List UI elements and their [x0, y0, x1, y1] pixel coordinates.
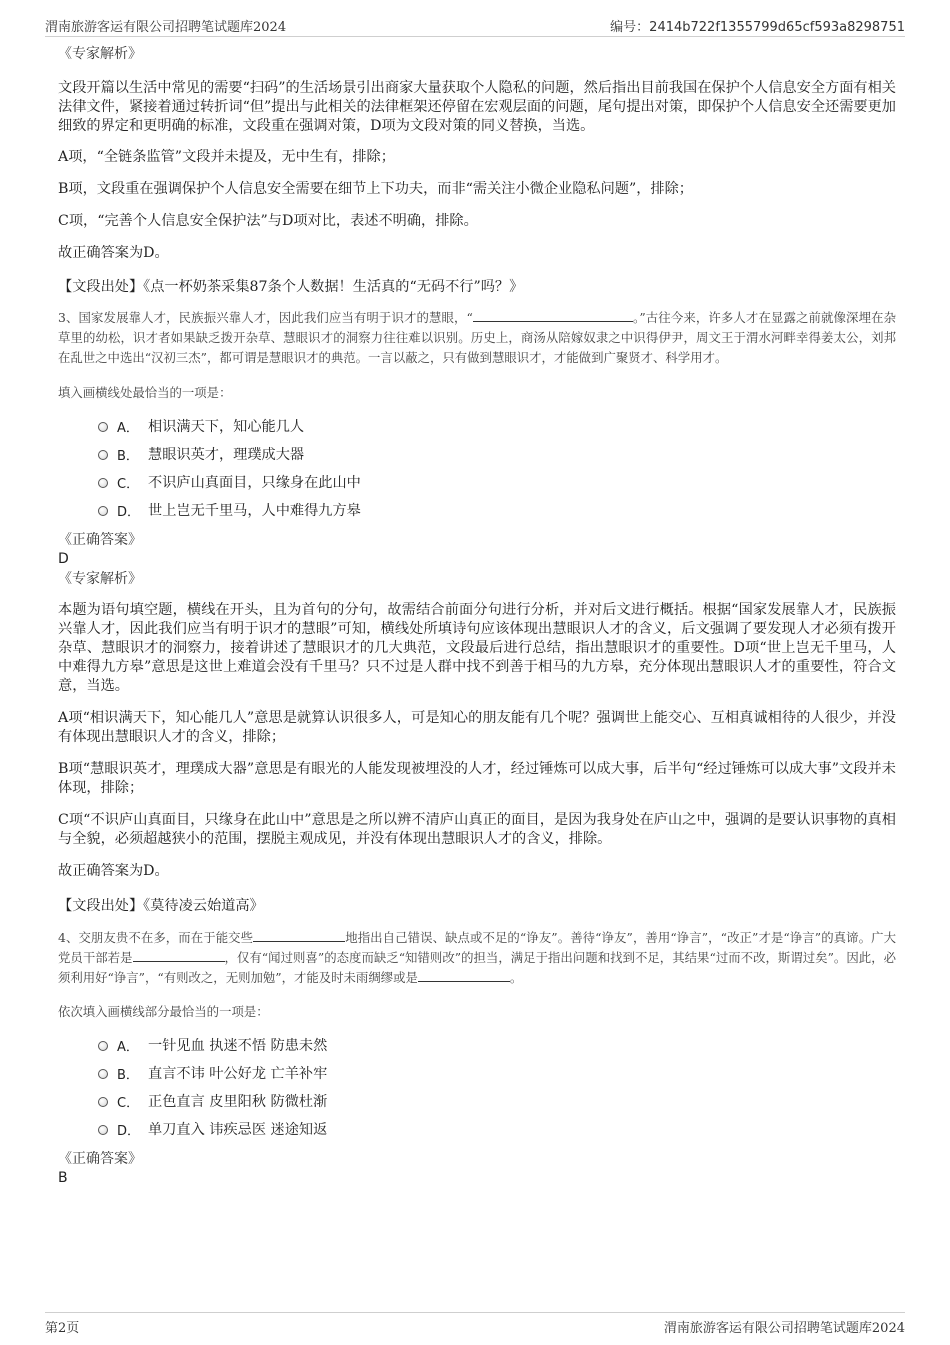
option-text: 不识庐山真面目，只缘身在此山中 [148, 475, 361, 491]
q3-answer: D [58, 551, 69, 567]
q4-stem-part-4: 。 [509, 970, 523, 985]
option-text: 正色直言 皮里阳秋 防微杜渐 [148, 1094, 328, 1110]
page-content [58, 44, 896, 1187]
q4-answer: B [58, 1170, 68, 1186]
q4-option-d[interactable] [58, 1117, 896, 1145]
q4-option-c[interactable] [58, 1089, 896, 1117]
q3-option-c[interactable] [58, 470, 896, 498]
radio-button-icon[interactable] [98, 422, 108, 432]
q4-option-a[interactable] [58, 1033, 896, 1061]
q2-option-c-analysis: C项，“完善个人信息安全保护法”与D项对比，表述不明确，排除。 [58, 213, 478, 229]
q2-analysis: 文段开篇以生活中常见的需要“扫码”的生活场景引出商家大量获取个人隐私的问题，然后指出目前我国在保护个人信息安全方面有相关法律文件，紧接着通过转折词“但”提出与此相关的法律框架还停留在宏观层面的问题，尾句提出对策，即保护个人信息安全还需要更加细致的界定和更明确的标准，文段重在强调对策，D项为文段对策的同义替换，当选。 [58, 80, 896, 134]
radio-button-icon[interactable] [98, 478, 108, 488]
radio-button-icon[interactable] [98, 1069, 108, 1079]
radio-button-icon[interactable] [98, 506, 108, 516]
option-letter: D． [117, 1124, 141, 1139]
q3-option-a[interactable] [58, 414, 896, 442]
q4-option-b[interactable] [58, 1061, 896, 1089]
q3-options [58, 414, 896, 526]
q4-stem-part-1: 4、交朋友贵不在多，而在于能交些 [58, 930, 254, 945]
page-footer [45, 1312, 905, 1335]
option-letter: A． [117, 1040, 139, 1055]
option-text: 世上岂无千里马，人中难得九方皋 [148, 503, 361, 519]
radio-button-icon[interactable] [98, 1125, 108, 1135]
option-text: 一针见血 执迷不悟 防患未然 [148, 1038, 328, 1054]
header-title: 渭南旅游客运有限公司招聘笔试题库2024 [45, 20, 287, 35]
q4-blank-3 [418, 969, 510, 982]
q2-option-b-analysis: B项，文段重在强调保护个人信息安全需要在细节上下功夫，而非“需关注小微企业隐私问题”，排除； [58, 181, 693, 197]
page-header [45, 14, 905, 37]
q4-answer-label: 《正确答案》 [58, 1151, 142, 1167]
q3-source: 【文段出处】《莫待凌云始道高》 [58, 898, 264, 914]
option-text: 慧眼识英才，理璞成大器 [148, 447, 305, 463]
q3-answer-label: 《正确答案》 [58, 532, 142, 548]
option-text: 直言不讳 叶公好龙 亡羊补牢 [148, 1066, 328, 1082]
option-letter: B． [117, 449, 139, 464]
footer-title: 渭南旅游客运有限公司招聘笔试题库2024 [663, 1321, 905, 1336]
q3-conclusion: 故正确答案为D。 [58, 863, 169, 879]
q4-blank-2 [133, 949, 225, 962]
q3-analysis: 本题为语句填空题，横线在开头，且为首句的分句，故需结合前面分句进行分析，并对后文进行概括。根据“国家发展靠人才，民族振兴靠人才，因此我们应当有明于识才的慧眼”可知，横线处所填诗句应该体现出慧眼识人才的含义，后文强调了要发现人才必须有拨开杂草、慧眼识才的洞察力，接着讲述了慧眼识才的几大典范，文段最后进行总结，指出慧眼识才的重要性。D项“世上岂无千里马，人中难得九方皋”意思是这世上难道会没有千里马？只不过是人群中找不到善于相马的九方皋，充分体现出慧眼识人才的重要性，符合文意，当选。 [58, 602, 896, 694]
q3-prompt: 填入画横线处最恰当的一项是： [58, 385, 232, 400]
q3-option-d[interactable] [58, 498, 896, 526]
q2-option-a-analysis: A项，“全链条监管”文段并未提及，无中生有，排除； [58, 149, 395, 165]
radio-button-icon[interactable] [98, 1041, 108, 1051]
q4-stem-part-3: ，仅有“闻过则喜”的态度而缺乏“知错则改”的担当，满足于指出问题和找到不足，其结果“过而不改，斯谓过矣”。因此，必须利用好“诤言”，“有则改之，无则加勉”，才能及时未雨绸缪或是 [58, 950, 896, 985]
q3-analysis-label: 《专家解析》 [58, 571, 142, 587]
q2-conclusion: 故正确答案为D。 [58, 245, 169, 261]
q3-option-a-analysis: A项“相识满天下，知心能几人”意思是就算认识很多人，可是知心的朋友能有几个呢？强调世上能交心、互相真诚相待的人很少，并没有体现出慧眼识人才的含义，排除； [58, 710, 896, 745]
option-letter: C． [117, 477, 140, 492]
page-number: 第2页 [45, 1321, 80, 1336]
option-text: 单刀直入 讳疾忌医 迷途知返 [148, 1122, 328, 1138]
q4-blank-1 [253, 929, 345, 942]
header-serial: 编号：2414b722f1355799d65cf593a8298751 [610, 20, 905, 35]
q2-source: 【文段出处】《点一杯奶茶采集87条个人数据！生活真的“无码不行”吗？》 [58, 279, 524, 295]
option-letter: B． [117, 1068, 139, 1083]
q3-stem-before: 3、国家发展靠人才，民族振兴靠人才，因此我们应当有明于识才的慧眼，“ [58, 310, 473, 325]
option-letter: D． [117, 505, 141, 520]
radio-button-icon[interactable] [98, 1097, 108, 1107]
q3-option-b[interactable] [58, 442, 896, 470]
option-letter: A． [117, 421, 139, 436]
q3-option-b-analysis: B项“慧眼识英才，理璞成大器”意思是有眼光的人能发现被埋没的人才，经过锤炼可以成大事，后半句“经过锤炼可以成大事”文段并未体现，排除； [58, 761, 896, 796]
q3-stem [58, 308, 896, 368]
option-text: 相识满天下，知心能几人 [148, 419, 305, 435]
q4-prompt: 依次填入画横线部分最恰当的一项是： [58, 1004, 269, 1019]
q3-blank [473, 309, 633, 322]
q4-stem-part-2: 地指出自己错误、缺点或不足的“诤友”。善待“诤友”，善用“诤言”，“改正”才是“诤言”的真谛。广大党员干部若是 [58, 930, 896, 965]
q3-stem-after: 。”古往今来，许多人才在显露之前就像深埋在杂草里的幼松，识才者如果缺乏拨开杂草、慧眼识才的洞察力往往难以识别。历史上，商汤从陪嫁奴隶之中识得伊尹，周文王于渭水河畔幸得姜太公，刘邦在乱世之中选出“汉初三杰”，都可谓是慧眼识才的典范。一言以蔽之，只有做到慧眼识才，才能做到广聚贤才、科学用才。 [58, 310, 897, 365]
q2-analysis-label: 《专家解析》 [58, 46, 142, 62]
q3-option-c-analysis: C项“不识庐山真面目，只缘身在此山中”意思是之所以辨不清庐山真正的面目，是因为我身处在庐山之中，强调的是要认识事物的真相与全貌，必须超越狭小的范围，摆脱主观成见，并没有体现出慧眼识人才的含义，排除。 [58, 812, 896, 847]
q4-stem [58, 928, 896, 988]
q4-options [58, 1033, 896, 1145]
radio-button-icon[interactable] [98, 450, 108, 460]
option-letter: C． [117, 1096, 140, 1111]
